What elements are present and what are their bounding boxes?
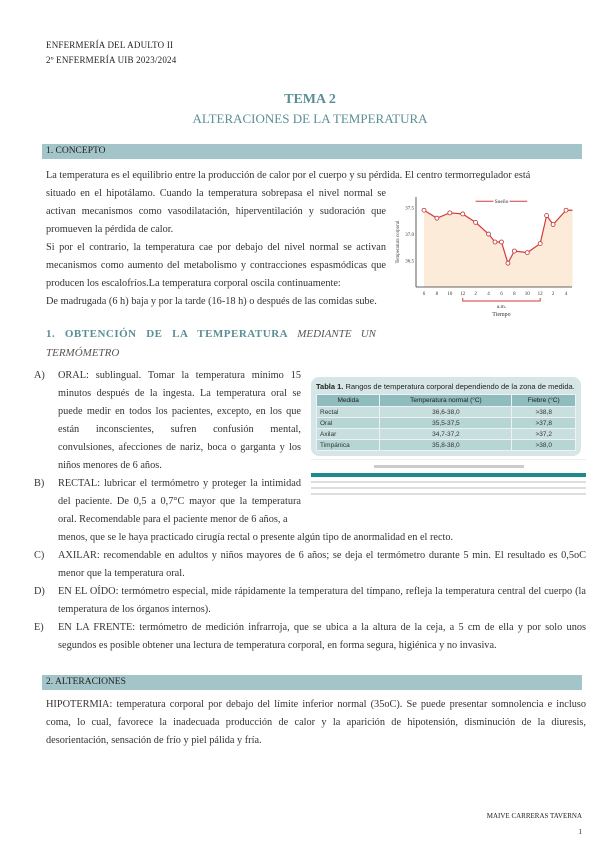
data-point xyxy=(564,208,568,212)
x-tick-label: 10 xyxy=(447,292,453,297)
list-text: termómetro de medición infrarroja, que se ubica a la altura de la ceja, a 5 cm de ella y por solo unos segundos es posible obtener una lectura de temperatura corporal, en forma segura, higiénica y no invasiva. xyxy=(58,622,586,651)
data-point xyxy=(474,220,478,224)
column-header: Temperatura normal (°C) xyxy=(380,395,512,407)
subsection-heading-italic: MEDIANTE UN TERMÓMETRO xyxy=(46,328,377,359)
data-point xyxy=(487,232,491,236)
list-title: ORAL: xyxy=(58,370,89,381)
course-year: 2º ENFERMERÍA UIB 2023/2024 xyxy=(46,55,177,65)
list-text: termómetro especial, mide rápidamente la temperatura del tímpano, refleja la temperatura central del cuerpo (la temperatura de los órganos internos). xyxy=(58,586,586,615)
list-label: E) xyxy=(34,622,44,633)
paragraph: La temperatura es el equilibrio entre la producción de calor por el cuerpo y su pérdida. El centro termorregulador está xyxy=(46,170,531,181)
data-point xyxy=(525,251,529,255)
x-tick-label: 2 xyxy=(551,292,555,297)
data-point xyxy=(422,208,426,212)
x-tick-label: 4 xyxy=(564,292,568,297)
area-fill xyxy=(424,210,572,287)
y-tick-label: 36.5 xyxy=(405,259,414,265)
am-label: a.m. xyxy=(496,304,507,310)
list-text: recomendable en adultos y niños mayores de 6 años; se deja el termómetro durante 5 min. El resultado es 0,5oC menor que la temperatura oral. xyxy=(58,550,586,579)
data-point xyxy=(499,240,503,244)
list-item-oido xyxy=(34,583,586,619)
data-point xyxy=(461,212,465,216)
x-tick-label: 12 xyxy=(537,292,543,297)
table-row: Oral 35,5-37,5 >37,8 xyxy=(317,418,576,429)
list-label: A) xyxy=(34,370,45,381)
data-point xyxy=(506,261,510,265)
paragraph: situado en el hipotálamo. Cuando la temperatura sobrepasa el nivel normal se activan mecanismos como vasodilatación, hiperventilación y sudoración que promueven la pérdida de calor. xyxy=(46,188,386,235)
paragraph: Si por el contrario, la temperatura cae por debajo del nivel normal se activan mecanismos como aumento del metabolismo y contracciones espasmódicas que producen los escalofríos.La temperatura corporal oscila continuamente: xyxy=(46,242,386,289)
list-label: D) xyxy=(34,586,45,597)
list-text: sublingual. Tomar la temperatura mínimo 15 minutos después de la ingesta. La temperatura oral se puede medir en todos los pacientes, excepto, en los que están inconscientes, sufren confusión mental, convulsiones, afecciones de nariz, boca o garganta y los niños menores de 6 años. xyxy=(58,370,301,471)
data-point xyxy=(493,240,497,244)
x-tick-label: 4 xyxy=(487,292,490,297)
x-tick-label: 8 xyxy=(435,292,439,297)
section-heading-concepto: 1. CONCEPTO xyxy=(42,144,582,159)
x-tick-label: 6 xyxy=(500,292,503,297)
y-tick-label: 37.5 xyxy=(405,206,414,212)
data-point xyxy=(538,242,542,246)
list-title: EN LA FRENTE: xyxy=(58,622,136,633)
x-axis-label: Tiempo xyxy=(492,312,511,318)
data-point xyxy=(448,211,452,215)
table-row: Axilar 34,7-37,2 >37,2 xyxy=(317,429,576,440)
list-item-rectal xyxy=(34,475,301,529)
list-label: B) xyxy=(34,478,45,489)
list-item-oral xyxy=(34,367,301,475)
sleep-label: Sueño xyxy=(494,199,509,206)
topic-number: TEMA 2 xyxy=(284,92,336,107)
x-tick-label: 10 xyxy=(524,292,530,297)
blurred-secondary-table xyxy=(311,459,586,495)
subsection-heading-bold: 1. OBTENCIÓN DE LA TEMPERATURA xyxy=(46,328,289,340)
list-title: RECTAL: xyxy=(58,478,101,489)
y-tick-label: 37.0 xyxy=(405,233,414,239)
topic-title: ALTERACIONES DE LA TEMPERATURA xyxy=(192,111,428,126)
x-tick-label: 2 xyxy=(474,292,477,297)
table-row: Timpánica 35,8-38,0 >38,0 xyxy=(317,440,576,451)
x-tick-label: 12 xyxy=(460,292,466,297)
column-header: Fiebre (°C) xyxy=(512,395,576,407)
list-text: lubricar el termómetro y proteger la intimidad del paciente. De 0,5 a 0,7°C mayor que la temperatura oral. Recomendable para el paciente menor de 6 años, a xyxy=(58,478,301,525)
list-text-continued: menos, que se le haya practicado cirugía rectal o presente algún tipo de anormalidad en el recto. xyxy=(58,532,454,543)
section-heading-alteraciones: 2. ALTERACIONES xyxy=(42,675,582,690)
data-point xyxy=(545,214,549,218)
table-header-row xyxy=(317,395,576,407)
data-point xyxy=(551,223,555,227)
author: MAIVE CARRERAS TAVERNA xyxy=(486,812,582,820)
temperature-chart xyxy=(394,189,584,319)
data-point xyxy=(512,249,516,253)
column-header: Medida xyxy=(317,395,380,407)
subsection-heading xyxy=(46,325,376,363)
table-caption: Tabla 1. Rangos de temperatura corporal dependiendo de la zona de medida. xyxy=(316,382,575,391)
list-item-frente xyxy=(34,619,586,655)
data-point xyxy=(435,216,439,220)
page-number: 1 xyxy=(578,828,582,836)
x-tick-label: 8 xyxy=(513,292,516,297)
term: HIPOTERMIA: xyxy=(46,699,113,710)
table-column xyxy=(311,377,586,495)
am-bracket xyxy=(463,298,540,301)
list-title: AXILAR: xyxy=(58,550,100,561)
x-tick-label: 6 xyxy=(422,292,426,297)
y-axis-label: Temperatura corporal xyxy=(396,220,401,264)
list-title: EN EL OÍDO: xyxy=(58,586,119,597)
course-name: ENFERMERÍA DEL ADULTO II xyxy=(46,40,174,50)
paragraph: De madrugada (6 h) baja y por la tarde (16-18 h) o después de las comidas sube. xyxy=(46,296,377,307)
list-label: C) xyxy=(34,550,45,561)
table-row: Rectal 36,6-38,0 >38,8 xyxy=(317,407,576,418)
list-item-axilar xyxy=(34,547,586,583)
temperature-range-table xyxy=(311,377,581,456)
paragraph-hipotermia: HIPOTERMIA: temperatura corporal por debajo del límite inferior normal (35oC). Se puede presentar somnolencia e incluso coma, lo cual, favorece la inadecuada producción de calor y la aparición de hipotensión, disminución de la diuresis, desorientación, sensación de frío y piel pálida y fría. xyxy=(46,699,586,746)
